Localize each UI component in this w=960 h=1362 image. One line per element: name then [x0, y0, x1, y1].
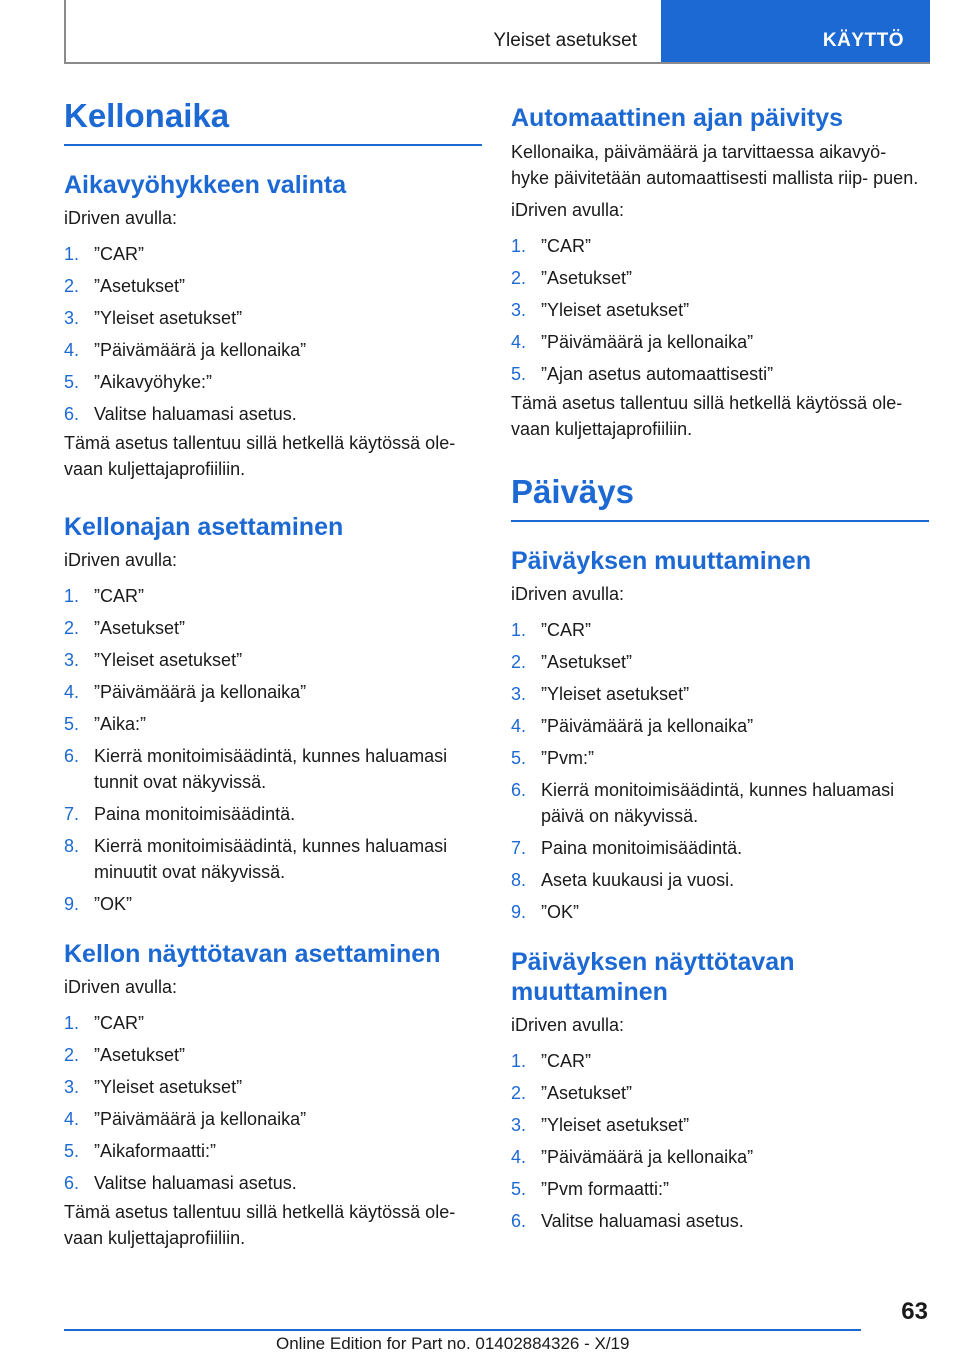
left-column — [64, 96, 482, 1251]
step-number: 1. — [64, 1013, 80, 1033]
step-item — [64, 743, 482, 795]
step-text: ”Pvm formaatti:” — [541, 1179, 670, 1199]
step-number: 5. — [64, 714, 80, 734]
step-text: Kierrä monitoimisäädintä, kunnes haluamasi päivä on näkyvissä. — [541, 780, 895, 826]
step-number: 4. — [64, 682, 80, 702]
section-title-date-format: Päiväyksen näyttötavan muuttaminen — [511, 948, 795, 1006]
step-number: 8. — [64, 836, 80, 856]
step-number: 5. — [64, 372, 80, 392]
step-number: 9. — [511, 902, 527, 922]
step-text: ”OK” — [541, 902, 579, 922]
step-item — [511, 1208, 929, 1234]
step-item — [64, 711, 482, 737]
step-text: ”CAR” — [94, 244, 144, 264]
step-text: ”Yleiset asetukset” — [541, 684, 690, 704]
step-item — [511, 1112, 929, 1138]
step-item — [511, 899, 929, 925]
step-item — [511, 1080, 929, 1106]
step-item — [64, 1138, 482, 1164]
step-text: ”Päivämäärä ja kellonaika” — [541, 332, 754, 352]
step-item — [64, 1106, 482, 1132]
step-number: 7. — [64, 804, 80, 824]
step-text: Valitse haluamasi asetus. — [94, 404, 297, 424]
step-text: Valitse haluamasi asetus. — [541, 1211, 744, 1231]
step-text: ”OK” — [94, 894, 132, 914]
section-description: Kellonaika, päivämäärä ja tarvittaessa aikavyö‐ hyke päivitetään automaattisesti mallista riip‐ puen. — [511, 142, 919, 188]
step-text: ”Yleiset asetukset” — [94, 1077, 243, 1097]
step-number: 4. — [64, 1109, 80, 1129]
step-number: 3. — [511, 300, 527, 320]
step-item — [64, 1074, 482, 1100]
step-number: 5. — [511, 364, 527, 384]
step-item — [64, 1010, 482, 1036]
section-note: Tämä asetus tallentuu sillä hetkellä käytössä ole‐ vaan kuljettajaprofiiliin. — [511, 393, 903, 439]
section-intro: iDriven avulla: — [64, 977, 178, 997]
step-text: ”Asetukset” — [541, 268, 633, 288]
step-text: Aseta kuukausi ja vuosi. — [541, 870, 735, 890]
step-number: 2. — [64, 276, 80, 296]
step-item — [64, 1042, 482, 1068]
step-item — [64, 891, 482, 917]
steps-clock-format — [64, 1010, 482, 1196]
step-item — [511, 329, 929, 355]
step-number: 5. — [511, 1179, 527, 1199]
step-item — [511, 361, 929, 387]
section-note: Tämä asetus tallentuu sillä hetkellä käytössä ole‐ vaan kuljettajaprofiiliin. — [64, 1202, 456, 1248]
step-item — [64, 833, 482, 885]
step-text: Paina monitoimisäädintä. — [541, 838, 743, 858]
step-number: 2. — [511, 268, 527, 288]
step-item — [511, 649, 929, 675]
step-text: ”Päivämäärä ja kellonaika” — [94, 340, 307, 360]
step-number: 1. — [511, 620, 527, 640]
step-number: 5. — [64, 1141, 80, 1161]
step-item — [64, 583, 482, 609]
heading-kellonaika: Kellonaika — [64, 96, 482, 146]
heading-paivays: Päiväys — [511, 472, 929, 522]
step-item — [511, 1176, 929, 1202]
steps-timezone — [64, 241, 482, 427]
step-number: 1. — [64, 244, 80, 264]
step-number: 4. — [64, 340, 80, 360]
step-text: ”Aikavyöhyke:” — [94, 372, 213, 392]
step-number: 1. — [511, 1051, 527, 1071]
step-text: ”CAR” — [94, 1013, 144, 1033]
steps-auto-time — [511, 233, 929, 387]
step-number: 6. — [64, 404, 80, 424]
step-text: Kierrä monitoimisäädintä, kunnes haluamasi tunnit ovat näkyvissä. — [94, 746, 448, 792]
step-number: 6. — [64, 1173, 80, 1193]
step-number: 2. — [511, 652, 527, 672]
steps-set-time — [64, 583, 482, 917]
step-text: ”Päivämäärä ja kellonaika” — [94, 682, 307, 702]
section-title-set-time: Kellonajan asettaminen — [64, 513, 344, 541]
step-item — [64, 679, 482, 705]
step-item — [64, 647, 482, 673]
step-number: 3. — [64, 308, 80, 328]
step-text: ”CAR” — [94, 586, 144, 606]
section-title-timezone: Aikavyöhykkeen valinta — [64, 171, 347, 199]
step-text: ”Asetukset” — [541, 652, 633, 672]
step-number: 4. — [511, 716, 527, 736]
step-item — [511, 745, 929, 771]
page-header — [64, 0, 930, 64]
step-number: 3. — [64, 1077, 80, 1097]
step-number: 6. — [511, 1211, 527, 1231]
steps-date-format — [511, 1048, 929, 1234]
header-section-title: Yleiset asetukset — [493, 30, 637, 51]
step-text: ”Asetukset” — [94, 276, 186, 296]
step-number: 1. — [511, 236, 527, 256]
step-number: 3. — [511, 1115, 527, 1135]
section-title-clock-format: Kellon näyttötavan asettaminen — [64, 940, 441, 968]
section-intro: iDriven avulla: — [64, 550, 178, 570]
step-text: Valitse haluamasi asetus. — [94, 1173, 297, 1193]
step-text: ”Yleiset asetukset” — [94, 650, 243, 670]
step-text: ”Päivämäärä ja kellonaika” — [541, 1147, 754, 1167]
section-intro: iDriven avulla: — [511, 584, 625, 604]
step-item — [64, 305, 482, 331]
step-number: 3. — [511, 684, 527, 704]
step-item — [511, 777, 929, 829]
step-text: Kierrä monitoimisäädintä, kunnes haluamasi minuutit ovat näkyvissä. — [94, 836, 448, 882]
step-item — [511, 297, 929, 323]
right-column — [511, 103, 929, 1240]
step-number: 6. — [511, 780, 527, 800]
section-intro: iDriven avulla: — [511, 1015, 625, 1035]
step-item — [511, 835, 929, 861]
step-item — [511, 233, 929, 259]
step-number: 2. — [64, 618, 80, 638]
step-number: 2. — [511, 1083, 527, 1103]
section-title-auto-time: Automaattinen ajan päivitys — [511, 104, 844, 132]
step-number: 3. — [64, 650, 80, 670]
step-number: 8. — [511, 870, 527, 890]
footer-edition: Online Edition for Part no. 01402884326 - X/19 — [276, 1334, 630, 1353]
step-text: ”Aikaformaatti:” — [94, 1141, 217, 1161]
step-text: ”Päivämäärä ja kellonaika” — [541, 716, 754, 736]
section-note: Tämä asetus tallentuu sillä hetkellä käytössä ole‐ vaan kuljettajaprofiiliin. — [64, 433, 456, 479]
step-item — [64, 801, 482, 827]
section-title-change-date: Päiväyksen muuttaminen — [511, 547, 812, 575]
step-text: ”Päivämäärä ja kellonaika” — [94, 1109, 307, 1129]
step-item — [511, 1048, 929, 1074]
step-item — [64, 369, 482, 395]
step-text: ”Yleiset asetukset” — [541, 1115, 690, 1135]
header-chapter-tab: KÄYTTÖ — [661, 0, 930, 62]
step-number: 1. — [64, 586, 80, 606]
step-item — [64, 615, 482, 641]
step-number: 2. — [64, 1045, 80, 1065]
steps-change-date — [511, 617, 929, 925]
step-number: 6. — [64, 746, 80, 766]
step-number: 5. — [511, 748, 527, 768]
step-text: ”Yleiset asetukset” — [94, 308, 243, 328]
step-item — [64, 401, 482, 427]
step-text: ”Yleiset asetukset” — [541, 300, 690, 320]
step-item — [511, 617, 929, 643]
section-intro: iDriven avulla: — [64, 208, 178, 228]
step-text: Paina monitoimisäädintä. — [94, 804, 296, 824]
step-item — [511, 1144, 929, 1170]
step-item — [511, 681, 929, 707]
section-intro: iDriven avulla: — [511, 200, 625, 220]
step-text: ”Pvm:” — [541, 748, 594, 768]
step-item — [64, 241, 482, 267]
step-item — [64, 1170, 482, 1196]
step-number: 4. — [511, 332, 527, 352]
step-text: ”Ajan asetus automaattisesti” — [541, 364, 774, 384]
step-text: ”CAR” — [541, 1051, 591, 1071]
step-text: ”Asetukset” — [541, 1083, 633, 1103]
footer-divider — [64, 1329, 861, 1331]
step-item — [64, 337, 482, 363]
step-text: ”Asetukset” — [94, 618, 186, 638]
step-text: ”CAR” — [541, 620, 591, 640]
step-item — [64, 273, 482, 299]
page-number: 63 — [901, 1298, 928, 1325]
step-number: 7. — [511, 838, 527, 858]
step-text: ”CAR” — [541, 236, 591, 256]
step-number: 4. — [511, 1147, 527, 1167]
step-item — [511, 265, 929, 291]
step-text: ”Asetukset” — [94, 1045, 186, 1065]
step-item — [511, 867, 929, 893]
step-item — [511, 713, 929, 739]
step-number: 9. — [64, 894, 80, 914]
step-text: ”Aika:” — [94, 714, 147, 734]
